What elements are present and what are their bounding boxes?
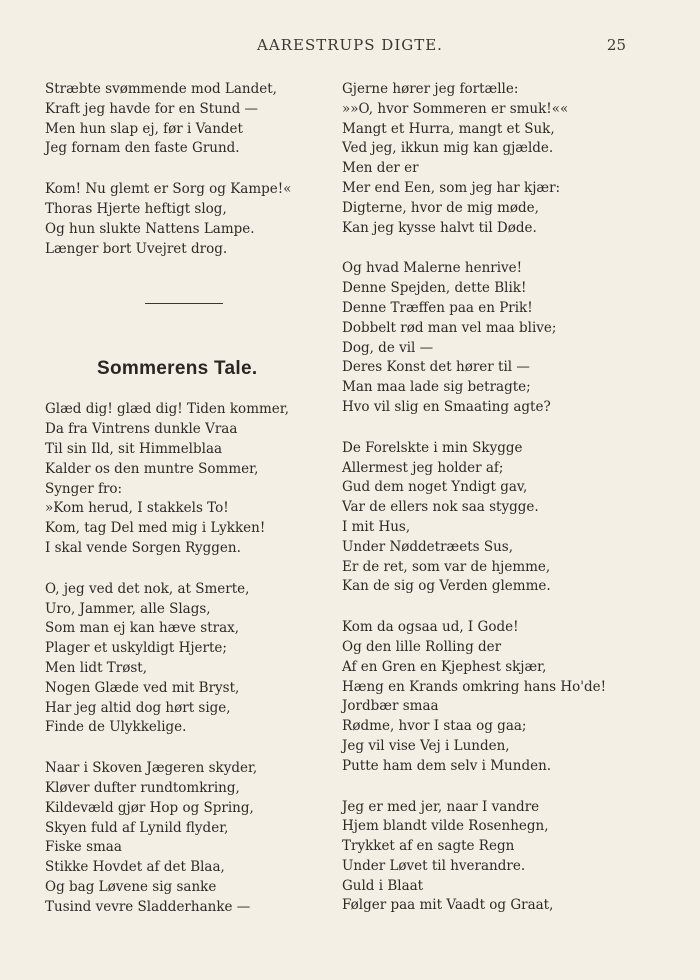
verse-line: Thoras Hjerte heftigt slog, [45,200,227,217]
verse-line: Deres Konst det hører til — [342,359,530,376]
verse-line: Længer bort Uvejret drog. [45,240,228,257]
verse-line: Under Nøddetræets Sus, [342,538,514,555]
verse-line: De Forelskte i min Skygge [342,439,523,456]
running-head [0,36,700,58]
stanza [342,798,642,917]
verse-line: Putte ham dem selv i Munden. [342,757,552,774]
verse-line: Kom, tag Del med mig i Lykken! [45,520,266,537]
verse-line: Dog, de vil — [342,339,434,356]
verse-line: Glæd dig! glæd dig! Tiden kommer, [45,401,290,418]
stanza [342,439,642,597]
verse-line: I mit Hus, [342,518,411,535]
verse-line: Var de ellers nok saa stygge. [342,499,539,516]
stanza [45,180,335,259]
verse-line: Allermest jeg holder af; [342,459,504,476]
verse-line: Plager et uskyldigt Hjerte; [45,640,227,657]
right-column [342,80,642,937]
verse-line: Af en Gren en Kjephest skjær, [342,658,547,675]
verse-line: Følger paa mit Vaadt og Graat, [342,897,554,914]
verse-line: Er de ret, som var de hjemme, [342,558,551,575]
verse-line: Rødme, hvor I staa og gaa; [342,718,527,735]
verse-line: Man maa lade sig betragte; [342,379,531,396]
verse-line: »»O, hvor Sommeren er smuk!«« [342,100,569,117]
verse-line: Og den lille Rolling der [342,638,502,655]
stanza [45,80,335,159]
verse-line: Fiske smaa [45,839,122,856]
verse-line: Da fra Vintrens dunkle Vraa [45,421,238,438]
verse-line: Dobbelt rød man vel maa blive; [342,319,557,336]
verse-line: Kalder os den muntre Sommer, [45,460,259,477]
stanza [45,759,335,917]
verse-line: O, jeg ved det nok, at Smerte, [45,580,250,597]
poem-title: Sommerens Tale. [97,358,258,380]
verse-line: Som man ej kan hæve strax, [45,620,240,637]
verse-line: Ved jeg, ikkun mig kan gjælde. [342,140,554,157]
verse-line: Men lidt Trøst, [45,659,148,676]
verse-line: Tusind vevre Sladderhanke — [45,898,251,915]
verse-line: Har jeg altid dog hørt sige, [45,699,231,716]
verse-line: Gud dem noget Yndigt gav, [342,479,528,496]
verse-line: Kraft jeg havde for en Stund — [45,100,259,117]
section-divider [145,303,223,304]
verse-line: Finde de Ulykkelige. [45,719,187,736]
verse-line: Denne Spejden, dette Blik! [342,280,527,297]
verse-line: Kom da ogsaa ud, I Gode! [342,619,519,636]
stanza [45,580,335,738]
verse-line: »Kom herud, I stakkels To! [45,500,229,517]
verse-line: Til sin Ild, sit Himmelblaa [45,440,223,457]
verse-line: Hæng en Krands omkring hans Ho'de! [342,678,607,695]
verse-line: Gjerne hører jeg fortælle: [342,81,519,97]
verse-line: I skal vende Sorgen Ryggen. [45,539,241,556]
running-title: AARESTRUPS DIGTE. [257,36,443,54]
verse-line: Kildevæld gjør Hop og Spring, [45,799,254,816]
stanza [45,400,335,558]
verse-line: Hvo vil slig en Smaating agte? [342,398,551,415]
verse-line: Kom! Nu glemt er Sorg og Kampe!« [45,181,292,198]
verse-line: Digterne, hvor de mig møde, [342,199,539,216]
verse-line: Mer end Een, som jeg har kjær: [342,179,561,196]
verse-line: Jeg fornam den faste Grund. [45,140,240,157]
stanza [342,259,642,417]
verse-line: Nogen Glæde ved mit Bryst, [45,679,240,696]
verse-line: Stikke Hovdet af det Blaa, [45,859,225,876]
verse-line: Skyen fuld af Lynild flyder, [45,819,229,836]
verse-line: Stræbte svømmende mod Landet, [45,81,277,97]
verse-line: Hjem blandt vilde Rosenhegn, [342,818,549,835]
verse-line: Jeg er med jer, naar I vandre [342,798,540,815]
verse-line: Kan jeg kysse halvt til Døde. [342,219,537,236]
verse-line: Jordbær smaa [342,698,439,715]
verse-line: Synger fro: [45,480,123,497]
stanza [342,80,642,238]
verse-line: Denne Træffen paa en Prik! [342,299,533,316]
verse-line: Og hvad Malerne henrive! [342,260,523,277]
verse-line: Og hun slukte Nattens Lampe. [45,220,255,237]
verse-line: Kløver dufter rundtomkring, [45,779,240,796]
page-number: 25 [606,36,626,54]
verse-line: Under Løvet til hverandre. [342,857,526,874]
verse-line: Uro, Jammer, alle Slags, [45,600,211,617]
verse-line: Trykket af en sagte Regn [342,838,515,855]
verse-line: Jeg vil vise Vej i Lunden, [342,737,510,754]
verse-line: Naar i Skoven Jægeren skyder, [45,760,258,777]
verse-line: Men der er [342,160,419,177]
verse-line: Guld i Blaat [342,877,424,894]
verse-line: Men hun slap ej, før i Vandet [45,120,243,137]
verse-line: Og bag Løvene sig sanke [45,878,217,895]
verse-line: Kan de sig og Verden glemme. [342,578,551,595]
verse-line: Mangt et Hurra, mangt et Suk, [342,120,555,137]
left-column [45,80,335,939]
stanza [342,618,642,776]
